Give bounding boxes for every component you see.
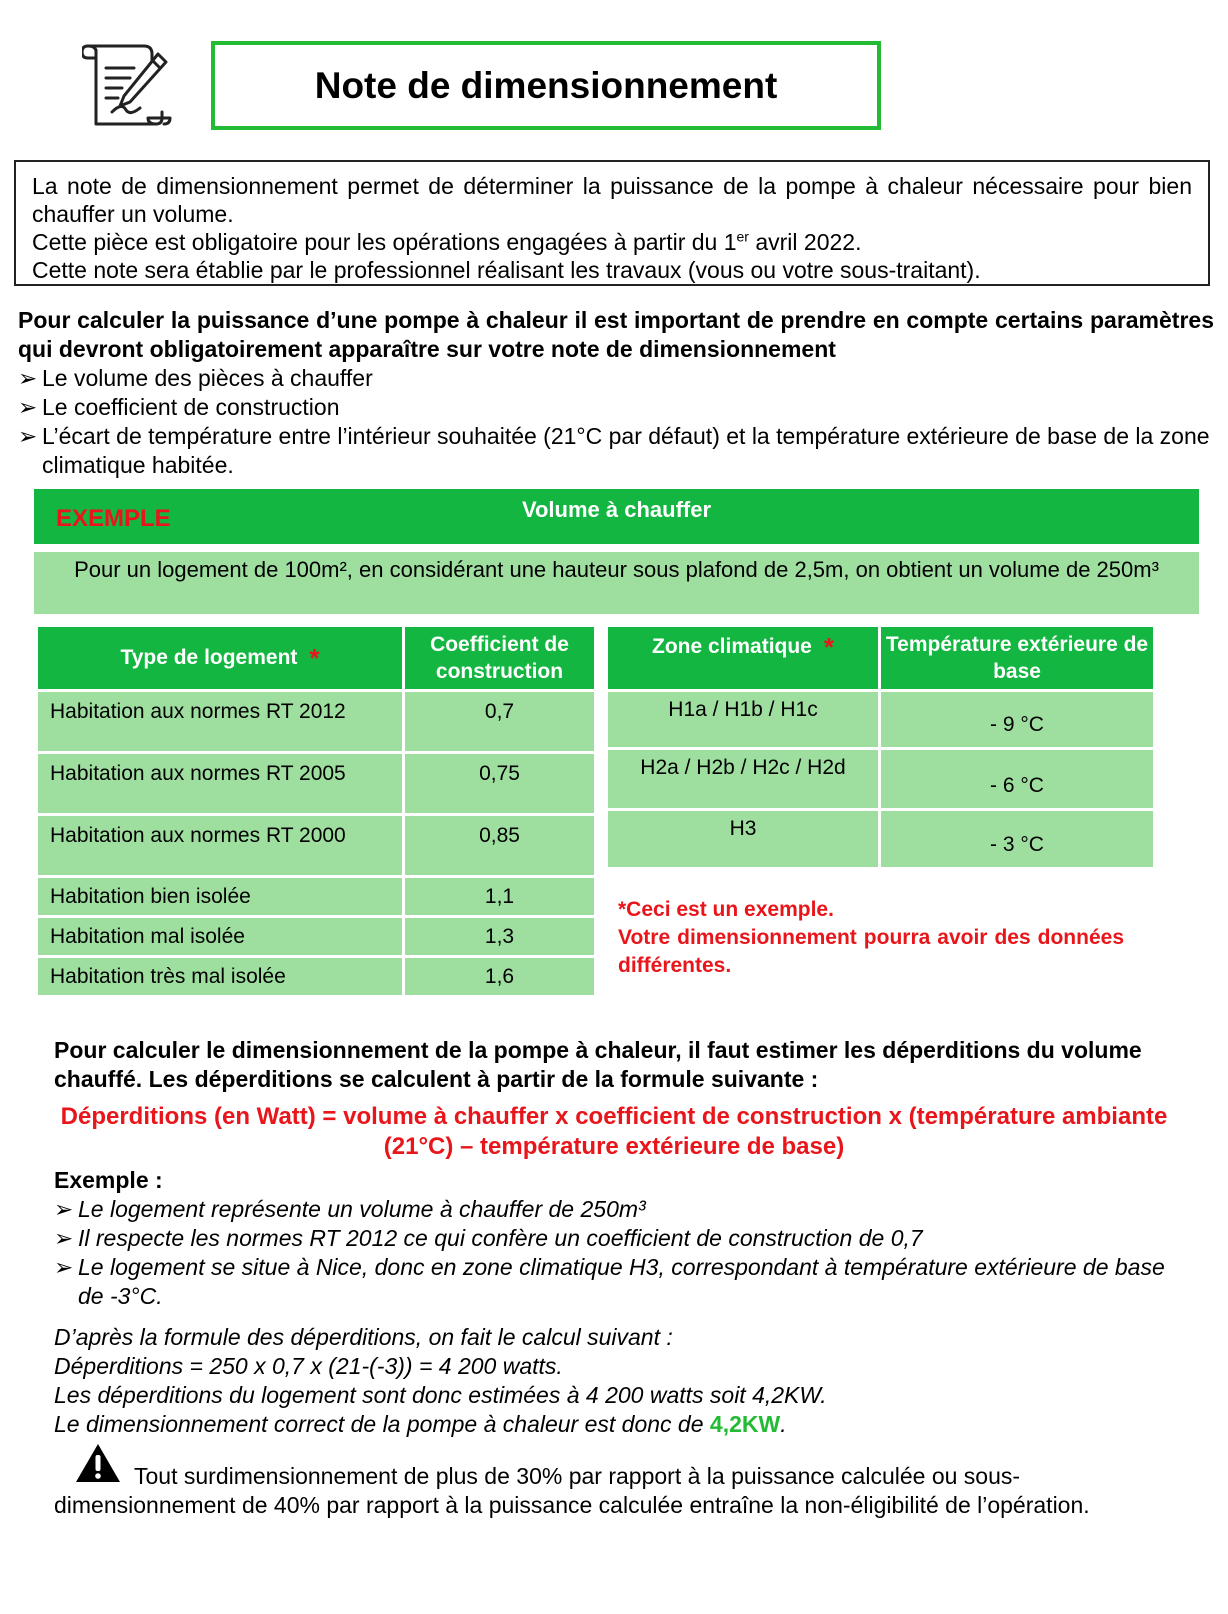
list-item: ➢ L’écart de température entre l’intérieur souhaitée (21°C par défaut) et la température extérieure de base de la zone climatique habitée. <box>18 423 1210 478</box>
example-subtitle: Exemple : <box>54 1167 163 1193</box>
table-header: Zone climatique * <box>608 627 878 689</box>
list-item: ➢ Le coefficient de construction <box>18 394 340 420</box>
warning-section <box>54 1462 1164 1520</box>
table-header: Température extérieure de base <box>881 627 1153 689</box>
table-cell: 1,1 <box>405 878 594 915</box>
list-item: ➢ Le logement représente un volume à chauffer de 250m³ <box>54 1196 646 1222</box>
table-cell: 0,7 <box>405 692 594 751</box>
table-cell: H1a / H1b / H1c <box>608 692 878 747</box>
note-line-1: *Ceci est un exemple. <box>618 898 834 921</box>
table-cell: 0,75 <box>405 754 594 813</box>
list-item: ➢ Le volume des pièces à chauffer <box>18 365 373 391</box>
example-title: Volume à chauffer <box>521 497 712 522</box>
table-row <box>608 750 1153 808</box>
calc-line-2: Déperditions = 250 x 0,7 x (21-(-3)) = 4 200 watts. <box>54 1353 563 1379</box>
example-header <box>34 489 1199 544</box>
table-row <box>38 754 594 813</box>
arrow-bullet-icon: ➢ <box>54 1225 74 1251</box>
table-cell: Habitation bien isolée <box>38 878 402 915</box>
table-row <box>38 692 594 751</box>
example-label: EXEMPLE <box>56 505 171 532</box>
example-description: Pour un logement de 100m², en considérant une hauteur sous plafond de 2,5m, on obtient un volume de 250m³ <box>34 552 1199 614</box>
calc-line-4: Le dimensionnement correct de la pompe à chaleur est donc de 4,2KW. <box>54 1411 787 1437</box>
table-cell: 1,3 <box>405 918 594 955</box>
table-row <box>38 878 594 915</box>
title-box <box>211 41 881 130</box>
arrow-bullet-icon: ➢ <box>18 365 38 391</box>
parameters-intro: Pour calculer la puissance d’une pompe à chaleur il est important de prendre en compte certains paramètres qui devront obligatoirement apparaître sur votre note de dimensionnement <box>18 307 1214 362</box>
table-row <box>38 918 594 955</box>
table-cell: Habitation aux normes RT 2005 <box>38 754 402 813</box>
table-cell: Habitation aux normes RT 2000 <box>38 816 402 875</box>
table-cell: 1,6 <box>405 958 594 995</box>
table-cell: - 9 °C <box>881 692 1153 747</box>
table-cell: Habitation très mal isolée <box>38 958 402 995</box>
note-line-2: Votre dimensionnement pourra avoir des données différentes. <box>618 926 1124 977</box>
table-cell: 0,85 <box>405 816 594 875</box>
asterisk-icon: * <box>309 642 320 673</box>
construction-table <box>35 624 597 998</box>
table-row <box>38 958 594 995</box>
calculation-lines <box>54 1323 1174 1439</box>
table-cell: H3 <box>608 811 878 867</box>
warning-text: Tout surdimensionnement de plus de 30% par rapport à la puissance calculée ou sous-dimensionnement de 40% par rapport à la puissance calculée entraîne la non-éligibilité de l’opération. <box>54 1463 1090 1518</box>
calc-line-3: Les déperditions du logement sont donc estimées à 4 200 watts soit 4,2KW. <box>54 1382 827 1408</box>
formula: Déperditions (en Watt) = volume à chauffer x coefficient de construction x (température ambiante (21°C) – température extérieure de base) <box>60 1103 1168 1160</box>
calc-intro: Pour calculer le dimensionnement de la pompe à chaleur, il faut estimer les déperditions du volume chauffé. Les déperditions se calculent à partir de la formule suivante : <box>54 1037 1142 1092</box>
table-header: Type de logement * <box>38 627 402 689</box>
arrow-bullet-icon: ➢ <box>18 394 38 420</box>
table-row <box>608 811 1153 867</box>
document-pen-icon <box>82 40 172 132</box>
table-header: Coefficient de construction <box>405 627 594 689</box>
parameters-list <box>18 364 1214 480</box>
table-cell: H2a / H2b / H2c / H2d <box>608 750 878 808</box>
warning-icon <box>74 1442 122 1484</box>
calculation-section <box>54 1036 1174 1439</box>
table-row <box>38 816 594 875</box>
table-row <box>608 692 1153 747</box>
table-cell: - 6 °C <box>881 750 1153 808</box>
result-value: 4,2KW <box>709 1411 781 1437</box>
parameters-section <box>18 306 1214 480</box>
table-cell: - 3 °C <box>881 811 1153 867</box>
calc-line-1: D’après la formule des déperditions, on fait le calcul suivant : <box>54 1324 673 1350</box>
page-title: Note de dimensionnement <box>314 64 778 106</box>
table-cell: Habitation aux normes RT 2012 <box>38 692 402 751</box>
example-note <box>618 896 1124 980</box>
intro-line-3: Cette note sera établie par le professionnel réalisant les travaux (vous ou votre sous-traitant). <box>32 257 981 283</box>
example-list <box>54 1195 1174 1311</box>
table-cell: Habitation mal isolée <box>38 918 402 955</box>
intro-line-2: Cette pièce est obligatoire pour les opérations engagées à partir du 1er avril 2022. <box>32 228 862 255</box>
intro-line-1: La note de dimensionnement permet de déterminer la puissance de la pompe à chaleur nécessaire pour bien chauffer un volume. <box>32 173 1192 227</box>
intro-box <box>14 160 1210 286</box>
list-item: ➢ Le logement se situe à Nice, donc en zone climatique H3, correspondant à température extérieure de base de -3°C. <box>54 1254 1165 1309</box>
asterisk-icon: * <box>823 631 834 662</box>
arrow-bullet-icon: ➢ <box>18 423 38 449</box>
list-item: ➢ Il respecte les normes RT 2012 ce qui confère un coefficient de construction de 0,7 <box>54 1225 923 1251</box>
arrow-bullet-icon: ➢ <box>54 1254 74 1280</box>
arrow-bullet-icon: ➢ <box>54 1196 74 1222</box>
climate-table <box>605 624 1156 870</box>
